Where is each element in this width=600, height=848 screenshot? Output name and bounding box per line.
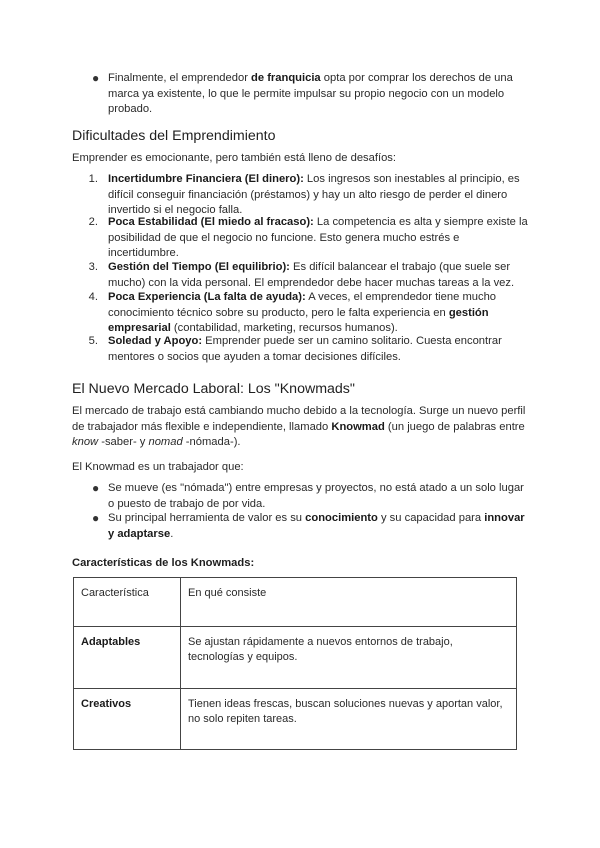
bold-text: Poca Experiencia (La falta de ayuda): (108, 291, 306, 303)
text: A veces, el emprendedor tiene mucho (305, 291, 497, 303)
text: conocimiento técnico sobre su producto, pero le falta experiencia en (108, 306, 449, 319)
table-row (74, 689, 517, 750)
table-cell (74, 689, 181, 750)
list-item (108, 290, 528, 337)
list-number: 1. (88, 173, 98, 185)
bold-text: gestión (448, 306, 489, 319)
list-item (108, 334, 528, 365)
table-cell (181, 627, 517, 689)
text: Su principal herramienta de valor es su (108, 512, 306, 524)
bold-text: conocimiento (305, 512, 378, 524)
table-header-row (74, 578, 517, 627)
text: mentores o socios que ayuden a tomar decisiones difíciles. (108, 350, 401, 363)
text: difícil conseguir financiación (préstamos) y hay un alto riesgo de perder el dinero (108, 188, 508, 201)
text: posibilidad de que el negocio no funcione. Esto genera mucho estrés e (108, 231, 460, 244)
text: Se mueve (es "nómada") entre empresas y proyectos, no está atado a un solo lugar (108, 482, 524, 494)
bold-text: Knowmad (331, 420, 385, 433)
bold-text: Adaptables (81, 636, 141, 648)
text: mucho) con la vida personal. El emprendedor debe hacer muchas tareas a la vez. (108, 276, 515, 289)
table-row (74, 627, 517, 689)
list-number: 3. (88, 261, 98, 273)
table-header-cell: Característica (74, 578, 181, 627)
bullet-dot: ● (92, 481, 100, 495)
text: marca ya existente, lo que le permite impulsar su propio negocio con un modelo (108, 87, 505, 100)
text: (contabilidad, marketing, recursos humanos). (170, 322, 398, 334)
text: opta por comprar los derechos de una (320, 72, 513, 84)
section-heading-dificultades: Dificultades del Emprendimiento (72, 128, 276, 144)
text: La competencia es alta y siempre existe la (313, 216, 528, 228)
text: Finalmente, el emprendedor (108, 72, 252, 84)
text: no solo repiten tareas. (188, 713, 297, 725)
knowmads-paragraph (72, 404, 532, 451)
bold-text: innovar (484, 512, 525, 524)
section-heading-knowmads: El Nuevo Mercado Laboral: Los "Knowmads" (72, 381, 355, 397)
list-number: 5. (88, 335, 98, 347)
text: invertido si el negocio falla. (108, 204, 243, 216)
table-cell (74, 627, 181, 689)
list-item (108, 260, 528, 291)
text: (un juego de palabras entre (384, 420, 525, 433)
text: El mercado de trabajo está cambiando mucho debido a la tecnología. Surge un nuevo perfil (72, 405, 526, 417)
knowmad-bullet (108, 481, 533, 512)
bold-text: Poca Estabilidad (El miedo al fracaso): (108, 216, 314, 228)
knowmad-bullet (108, 511, 533, 542)
bullet-dot: ● (92, 71, 100, 85)
text: Se ajustan rápidamente a nuevos entornos de trabajo, (188, 636, 453, 648)
bold-text: Gestión del Tiempo (El equilibrio): (108, 261, 290, 273)
text: incertidumbre. (108, 247, 179, 259)
text: -saber- y (98, 436, 149, 448)
text: Los ingresos son inestables al principio, es (303, 173, 520, 185)
italic-text: nomad (148, 436, 183, 448)
dificultades-intro: Emprender es emocionante, pero también está lleno de desafíos: (72, 152, 397, 164)
knowmad-intro: El Knowmad es un trabajador que: (72, 461, 244, 473)
knowmads-table (73, 577, 517, 750)
table-cell (181, 689, 517, 750)
table-title: Características de los Knowmads: (72, 557, 255, 569)
bold-text: Soledad y Apoyo: (108, 335, 203, 347)
list-number: 2. (88, 216, 98, 228)
text: y su capacidad para (377, 512, 485, 524)
bold-text: Incertidumbre Financiera (El dinero): (108, 173, 304, 185)
text: o puesto de trabajo de por vida. (108, 497, 266, 510)
franquicia-bullet (108, 71, 528, 118)
text: Emprender puede ser un camino solitario. Cuesta encontrar (202, 335, 502, 347)
list-number: 4. (88, 291, 98, 303)
text: . (170, 527, 174, 540)
list-item (108, 215, 528, 262)
text: tecnologías y equipos. (188, 651, 298, 663)
text: -nómada-). (182, 436, 241, 448)
list-item (108, 172, 528, 219)
bold-text: Creativos (81, 698, 132, 710)
bold-text: y adaptarse (108, 527, 171, 540)
text: de trabajador más flexible e independiente, llamado (72, 420, 332, 433)
bold-text: empresarial (108, 322, 171, 334)
text: Es difícil balancear el trabajo (que suele ser (289, 261, 511, 273)
text: probado. (108, 103, 153, 115)
bold-text: de franquicia (251, 72, 321, 84)
text: Tienen ideas frescas, buscan soluciones nuevas y aportan valor, (188, 698, 503, 710)
table-header-cell: En qué consiste (181, 578, 517, 627)
italic-text: know (72, 436, 99, 448)
bullet-dot: ● (92, 511, 100, 525)
